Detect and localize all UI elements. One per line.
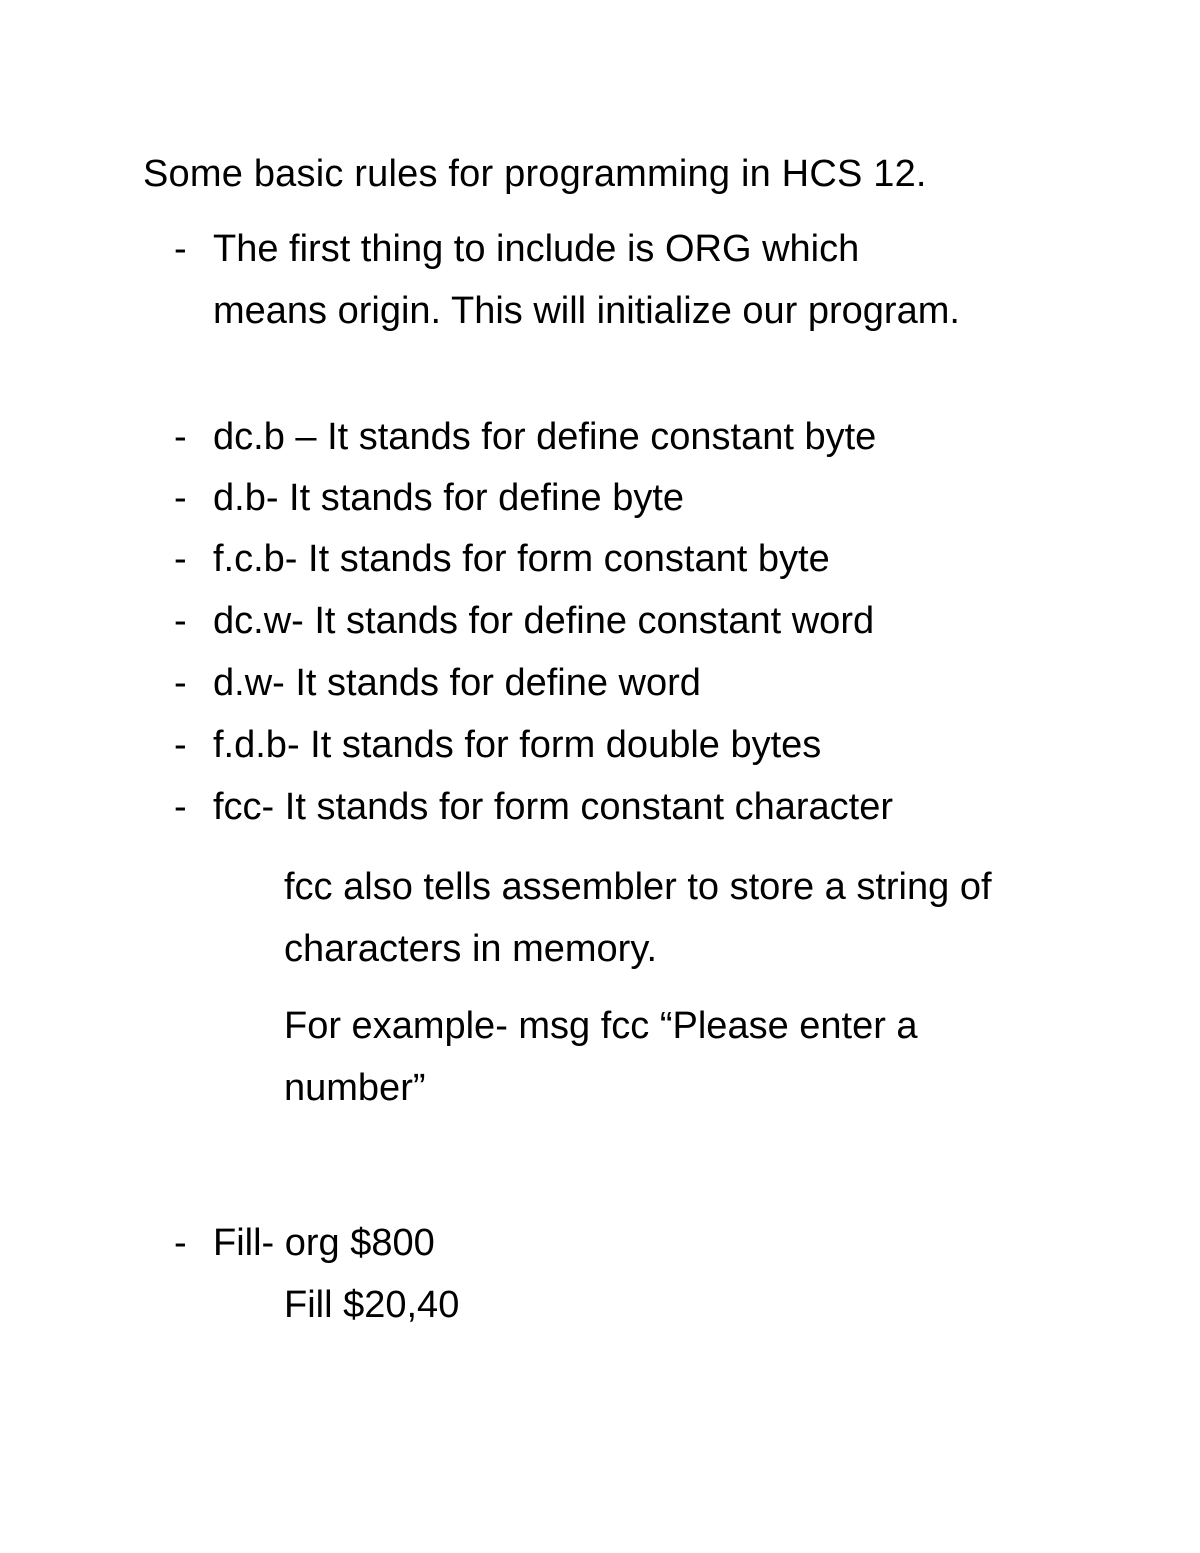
list-item-text: dc.b – It stands for define constant byte bbox=[213, 416, 877, 458]
list-item-text: d.b- It stands for define byte bbox=[213, 477, 685, 519]
fcc-example: For example- msg fcc “Please enter a number” bbox=[284, 1005, 918, 1109]
bullet-dash: - bbox=[174, 786, 187, 828]
bullet-dash: - bbox=[174, 724, 187, 766]
bullet-dash: - bbox=[174, 228, 187, 270]
list-item-dcb bbox=[174, 406, 1074, 468]
bullet-dash: - bbox=[174, 662, 187, 704]
fcc-description: fcc also tells assembler to store a string of characters in memory. bbox=[284, 866, 992, 970]
list-item-text: The first thing to include is ORG which means origin. This will initialize our program. bbox=[213, 228, 960, 332]
list-item-db bbox=[174, 467, 1074, 529]
list-item-text: fcc- It stands for form constant character bbox=[213, 786, 894, 828]
list-item-fdb bbox=[174, 714, 1074, 776]
list-item-text: Fill- org $800 bbox=[213, 1222, 435, 1264]
list-item-text: dc.w- It stands for define constant word bbox=[213, 600, 875, 642]
page-title: Some basic rules for programming in HCS 12. bbox=[143, 153, 927, 195]
bullet-dash: - bbox=[174, 477, 187, 519]
fill-code-line: Fill $20,40 bbox=[284, 1284, 460, 1326]
list-item-fill bbox=[174, 1212, 1074, 1274]
list-item-dw bbox=[174, 652, 1074, 714]
list-item-fcc bbox=[174, 776, 1074, 838]
bullet-dash: - bbox=[174, 538, 187, 580]
bullet-dash: - bbox=[174, 416, 187, 458]
list-item-text: d.w- It stands for define word bbox=[213, 662, 701, 704]
list-item-text: f.d.b- It stands for form double bytes bbox=[213, 724, 822, 766]
bullet-dash: - bbox=[174, 1222, 187, 1264]
bullet-dash: - bbox=[174, 600, 187, 642]
list-item-org bbox=[174, 218, 1074, 342]
list-item-dcw bbox=[174, 590, 1074, 652]
list-item-text: f.c.b- It stands for form constant byte bbox=[213, 538, 830, 580]
list-item-fcb bbox=[174, 528, 1074, 590]
